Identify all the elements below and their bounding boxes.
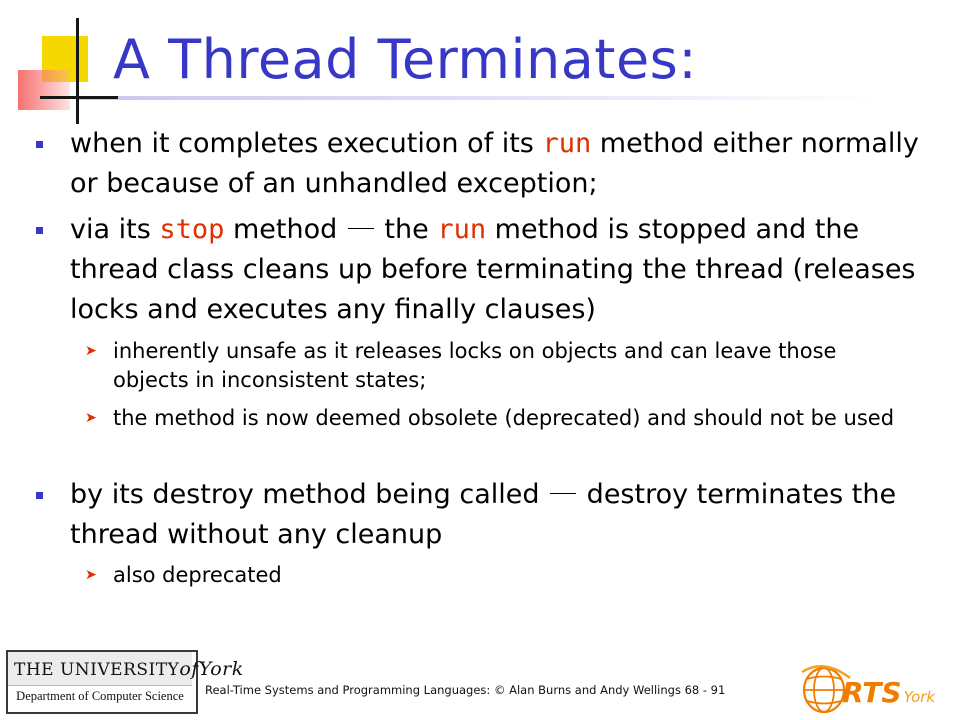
bullet-2-code-run: run: [437, 214, 487, 245]
bullet-2-text-d: method is stopped and the thread class cleans up before terminating the thread (releases locks and executes any finally clauses): [70, 214, 916, 325]
bullet-1: [70, 124, 930, 204]
arrowhead-bullet-icon: ➤: [85, 410, 97, 426]
footer-copyright: Real-Time Systems and Programming Languages: © Alan Burns and Andy Wellings 68 - 91: [205, 683, 726, 697]
em-dash: [550, 493, 576, 494]
sub-bullet-2-2-text: the method is now deemed obsolete (deprecated) and should not be used: [113, 406, 895, 430]
bullet-2-code-stop: stop: [159, 214, 225, 245]
sub-bullet-2-1: [85, 337, 903, 395]
rts-york-logo: [798, 662, 948, 716]
bullet-2-text-c: the: [375, 214, 438, 245]
york-logo-of: of: [179, 658, 199, 680]
bullet-3: [70, 475, 930, 555]
sub-bullet-3-1-text: also deprecated: [113, 563, 282, 587]
rts-logo-text: [842, 676, 935, 709]
bullet-1-code-run: run: [542, 128, 592, 159]
rts-logo-york: York: [903, 688, 936, 706]
bullet-1-text-b: method either normally or because of an unhandled exception;: [70, 128, 919, 199]
york-logo-prefix: THE UNIVERSITY: [14, 660, 180, 680]
bullet-3-text-b: destroy terminates the thread without any cleanup: [70, 479, 897, 550]
rts-logo-rts: RTS: [842, 676, 902, 709]
arrowhead-bullet-icon: ➤: [85, 567, 97, 583]
university-of-york-logo: [6, 650, 244, 714]
sub-bullet-2-2: [85, 404, 903, 433]
sub-bullet-2-1-text: inherently unsafe as it releases locks on objects and can leave those objects in inconsistent states;: [113, 339, 837, 392]
em-dash: [348, 228, 374, 229]
bullet-3-text-a: by its destroy method being called: [70, 479, 549, 510]
bullet-1-text-a: when it completes execution of its: [70, 128, 543, 159]
york-logo-name: [14, 658, 244, 680]
bullet-2-text-b: method: [224, 214, 346, 245]
decorative-red-square: [18, 70, 70, 110]
york-logo-department: Department of Computer Science: [16, 689, 184, 703]
sub-bullet-3-1: [85, 561, 903, 590]
title-underline: [78, 96, 878, 100]
decorative-vertical-line: [76, 18, 79, 124]
york-logo-york: York: [198, 658, 244, 680]
slide-title: A Thread Terminates:: [113, 28, 698, 91]
bullet-2-text-a: via its: [70, 214, 160, 245]
york-logo-banner: [8, 652, 244, 686]
bullet-2: [70, 210, 930, 330]
arrowhead-bullet-icon: ➤: [85, 343, 97, 359]
decorative-horizontal-line: [40, 96, 118, 99]
